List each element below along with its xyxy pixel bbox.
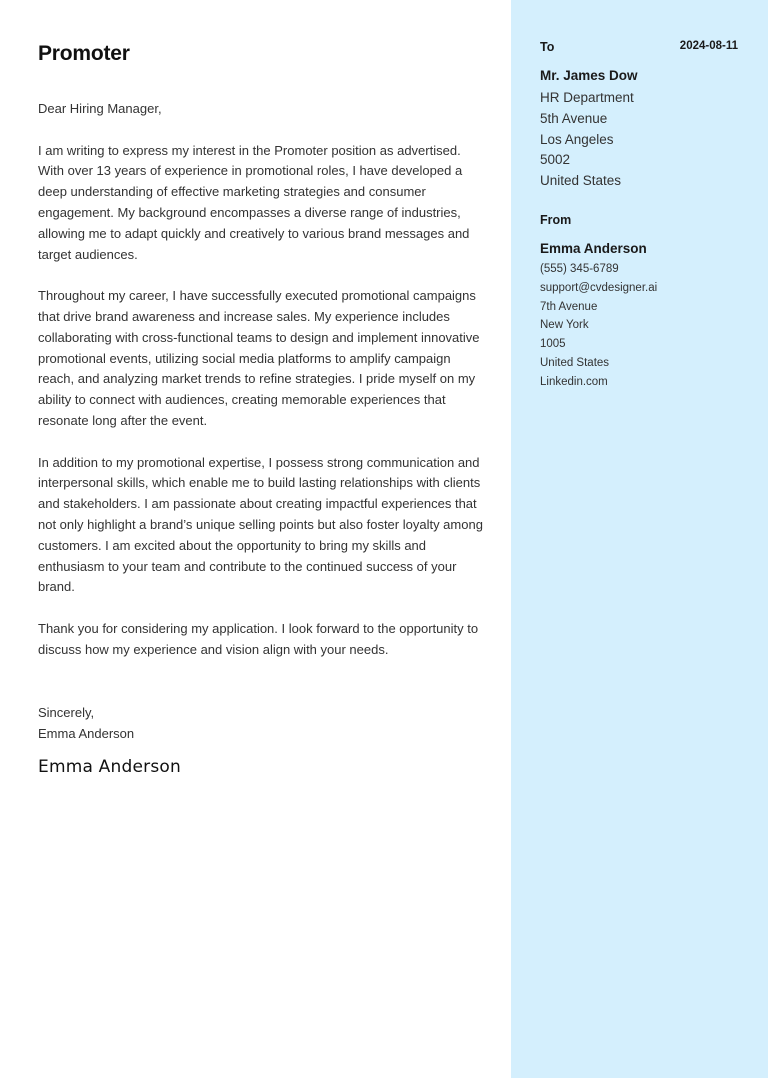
closing-name: Emma Anderson bbox=[38, 725, 135, 741]
sender-phone: (555) 345-6789 bbox=[540, 263, 619, 275]
sender-details bbox=[540, 260, 657, 392]
paragraph-experience: Throughout my career, I have successfully executed promotional campaigns that drive brand awareness and increase sales. My experience includes collaborating with cross-functional teams to design and implement innovative promotional events, utilizing social media platforms to amplify campaign reach, and analyzing market trends to refine strategies. I pride myself on my ability to connect with audiences, creating memorable experiences that resonate long after the event. bbox=[38, 288, 480, 428]
greeting: Dear Hiring Manager, bbox=[38, 101, 162, 116]
recipient-department: HR Department bbox=[540, 90, 634, 105]
sender-email: support@cvdesigner.ai bbox=[540, 281, 658, 294]
page-title: Promoter bbox=[38, 42, 130, 65]
paragraph-intro: I am writing to express my interest in the Promoter position as advertised. With over 13 years of experience in promotional roles, I have developed a deep understanding of effective marketing strategies and consumer engagement. My background encompasses a diverse range of industries, allowing me to adapt quickly and creatively to various brand messages and target audiences. bbox=[38, 142, 470, 262]
sender-heading: From bbox=[540, 213, 572, 227]
recipient-name: Mr. James Dow bbox=[540, 68, 638, 83]
sender-zip: 1005 bbox=[540, 338, 566, 351]
letter-date: 2024-08-11 bbox=[679, 40, 738, 52]
sender-website: Linkedin.com bbox=[540, 375, 608, 388]
recipient-address bbox=[540, 88, 634, 192]
signature: Emma Anderson bbox=[38, 757, 181, 777]
recipient-street: 5th Avenue bbox=[540, 110, 608, 126]
paragraph-skills: In addition to my promotional expertise, I possess strong communication and interpersonal skills, which enable me to build lasting relationships with clients and stakeholders. I am passionate about creating impactful experiences that not only highlight a brand’s unique selling points but also foster loyalty among customers. I am excited about the opportunity to bring my skills and enthusiasm to your team and contribute to the continued success of your brand. bbox=[38, 454, 483, 595]
sender-name: Emma Anderson bbox=[540, 241, 647, 256]
sender-city: New York bbox=[540, 319, 589, 332]
closing-block bbox=[38, 703, 134, 745]
recipient-zip: 5002 bbox=[540, 152, 571, 168]
paragraph-thanks: Thank you for considering my application. I look forward to the opportunity to discuss how my experience and vision align with your needs. bbox=[38, 620, 479, 657]
closing-phrase: Sincerely, bbox=[38, 705, 95, 720]
recipient-heading: To bbox=[540, 40, 555, 54]
letter-content bbox=[38, 99, 484, 681]
sender-country: United States bbox=[540, 356, 610, 369]
recipient-country: United States bbox=[540, 173, 622, 189]
recipient-city: Los Angeles bbox=[540, 131, 614, 147]
sender-street: 7th Avenue bbox=[540, 300, 598, 313]
